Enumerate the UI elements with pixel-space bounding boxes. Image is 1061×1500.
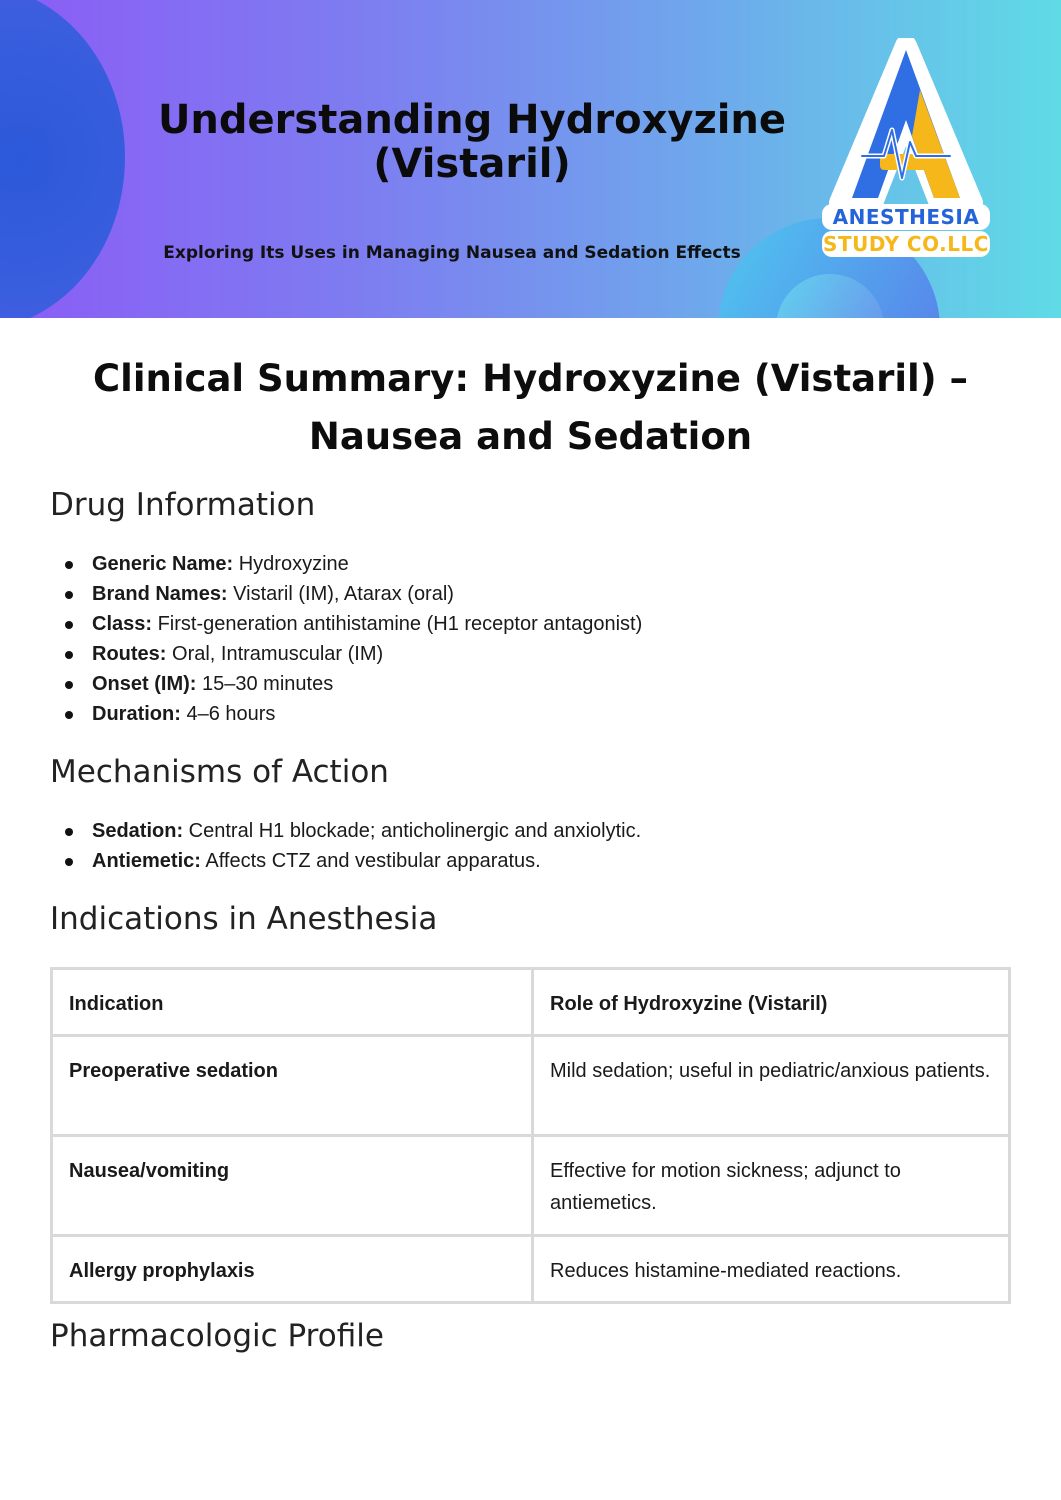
document-title: Clinical Summary: Hydroxyzine (Vistaril) – Nausea and Sedation [92,357,969,458]
section-heading-indications: Indications in Anesthesia [50,901,438,937]
role-cell: Reduces histamine-mediated reactions. [533,1236,1010,1303]
list-item: Brand Names: Vistaril (IM), Atarax (oral) [65,579,642,609]
banner-subtitle: Exploring Its Uses in Managing Nausea and Sedation Effects [163,243,741,263]
indication-cell: Nausea/vomiting [52,1136,533,1236]
indication-cell: Allergy prophylaxis [52,1236,533,1303]
indication-cell: Preoperative sedation [52,1036,533,1136]
logo-text-anesthesia: ANESTHESIA [822,204,990,230]
table-header-row [52,969,1010,1036]
list-item: Routes: Oral, Intramuscular (IM) [65,639,642,669]
table-row [52,1236,1010,1303]
header-banner [0,0,1061,318]
list-item: Duration: 4–6 hours [65,699,642,729]
indications-table [50,967,1011,1304]
list-item: Sedation: Central H1 blockade; anticholinergic and anxiolytic. [65,816,641,846]
section-heading-mechanisms: Mechanisms of Action [50,754,389,790]
list-item: Onset (IM): 15–30 minutes [65,669,642,699]
banner-title: Understanding Hydroxyzine (Vistaril) [157,97,787,187]
section-heading-drug-information: Drug Information [50,487,316,523]
logo-text-study-co: STUDY CO.LLC [823,232,989,256]
decorative-circle [0,0,125,318]
column-header-role: Role of Hydroxyzine (Vistaril) [533,969,1010,1036]
column-header-indication: Indication [52,969,533,1036]
list-item: Class: First-generation antihistamine (H1 receptor antagonist) [65,609,642,639]
section-heading-pharmacologic-profile: Pharmacologic Profile [50,1318,384,1354]
list-item: Generic Name: Hydroxyzine [65,549,642,579]
role-cell: Mild sedation; useful in pediatric/anxious patients. [533,1036,1010,1136]
list-item: Antiemetic: Affects CTZ and vestibular apparatus. [65,846,641,876]
table-row [52,1036,1010,1136]
table-row [52,1136,1010,1236]
drug-information-list [65,549,642,729]
role-cell: Effective for motion sickness; adjunct to antiemetics. [533,1136,1010,1236]
mechanisms-list [65,816,641,876]
